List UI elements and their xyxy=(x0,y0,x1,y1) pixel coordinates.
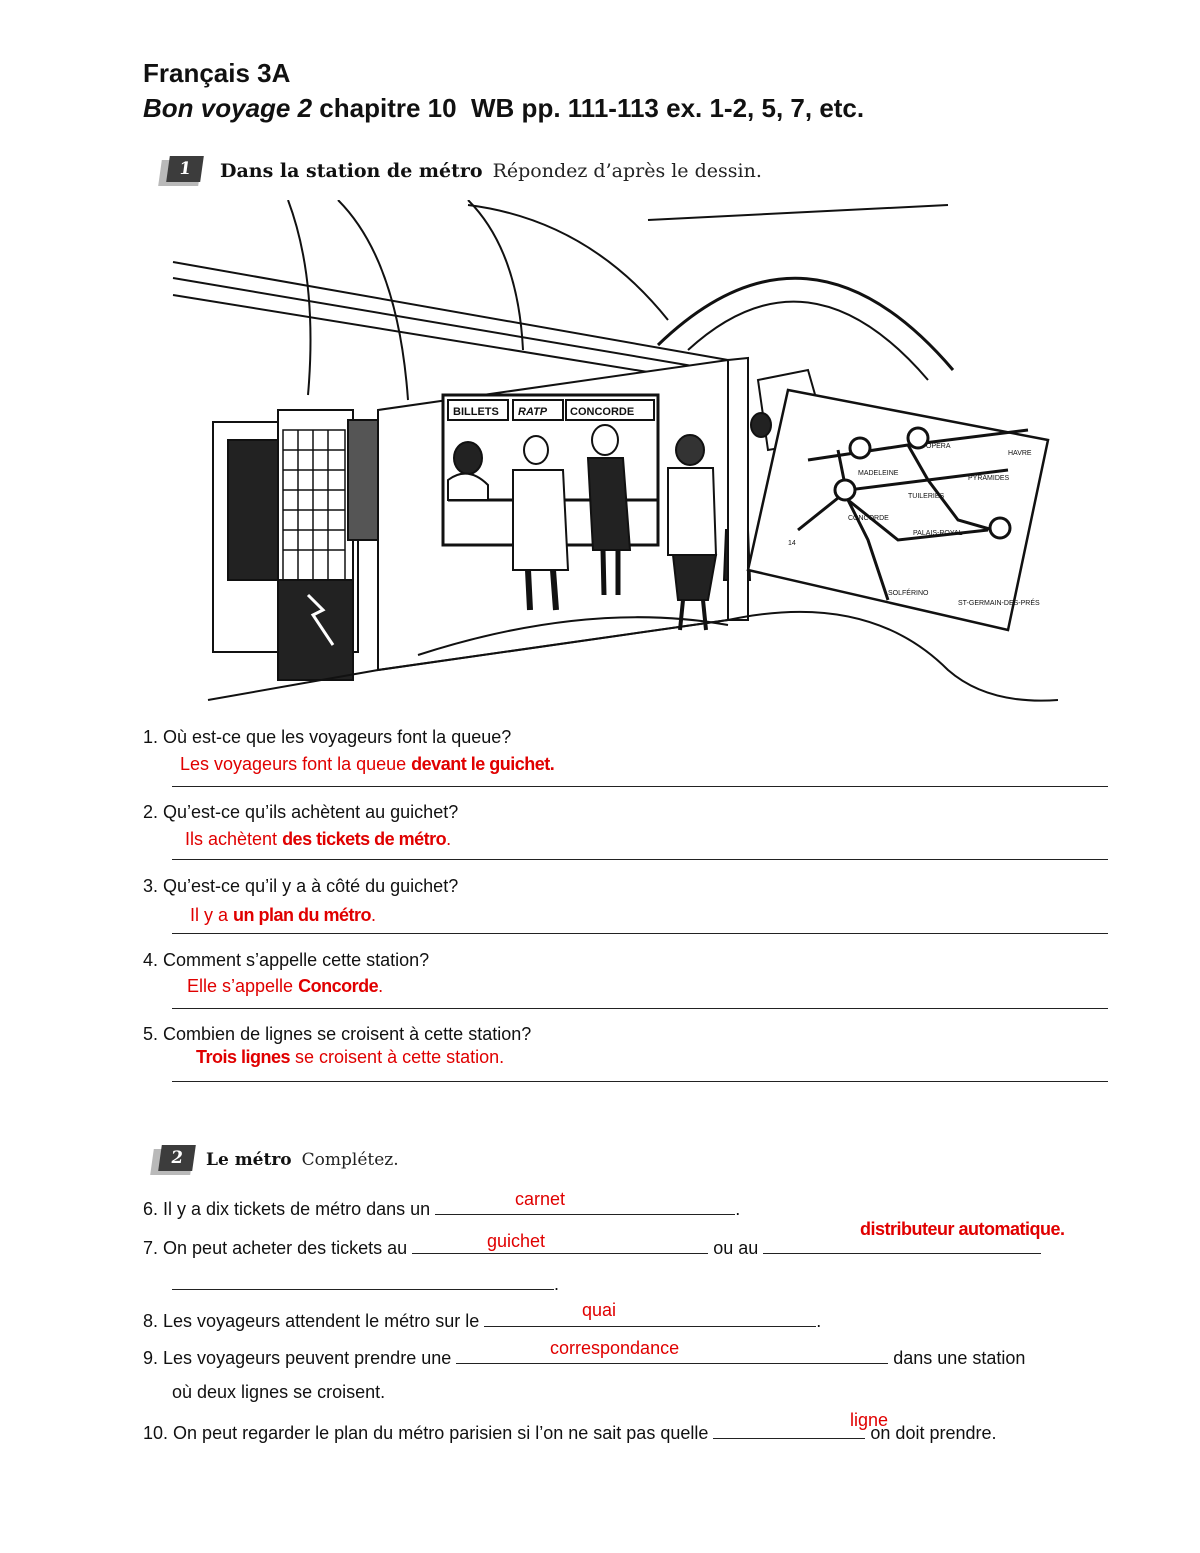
map-label: PALAIS-ROYAL xyxy=(913,530,963,537)
blank-6[interactable] xyxy=(435,1196,735,1215)
sign-concorde: CONCORDE xyxy=(570,406,635,418)
answer-line xyxy=(172,1081,1108,1082)
map-label: MADELEINE xyxy=(858,470,899,477)
answer-3: Il y a un plan du métro. xyxy=(190,905,377,925)
answer-line xyxy=(172,1008,1108,1009)
map-label: TUILERIES xyxy=(908,493,945,500)
fill-7b: distributeur automatique. xyxy=(860,1219,1065,1239)
fill-6: carnet xyxy=(515,1189,566,1209)
blank-7a[interactable] xyxy=(412,1235,708,1254)
map-label: PYRAMIDES xyxy=(968,475,1010,482)
exercise-1-title: Dans la station de métro xyxy=(220,160,483,182)
map-label: CONCORDE xyxy=(848,515,889,522)
item-9: 9. Les voyageurs peuvent prendre une dans une station xyxy=(143,1345,1025,1369)
question-5: 5. Combien de lignes se croisent à cette station? xyxy=(143,1024,532,1044)
answer-4: Elle s’appelle Concorde. xyxy=(187,976,384,996)
question-1: 1. Où est-ce que les voyageurs font la queue? xyxy=(143,727,512,747)
assignment-details: chapitre 10 WB pp. 111-113 ex. 1-2, 5, 7, etc. xyxy=(312,93,865,123)
question-2: 2. Qu’est-ce qu’ils achètent au guichet? xyxy=(143,802,459,822)
exercise-2-heading xyxy=(152,1145,399,1175)
answer-1: Les voyageurs font la queue devant le guichet. xyxy=(180,754,555,774)
exercise-2-title: Le métro xyxy=(206,1150,292,1170)
fill-9: correspondance xyxy=(550,1338,680,1358)
sign-billets: BILLETS xyxy=(453,406,499,418)
item-6: 6. Il y a dix tickets de métro dans un . xyxy=(143,1196,740,1220)
exercise-1-heading xyxy=(160,156,762,186)
assignment-title xyxy=(143,93,864,124)
book-title: Bon voyage 2 xyxy=(143,93,313,123)
item-7: 7. On peut acheter des tickets au ou au xyxy=(143,1235,1041,1259)
sign-ratp: RATP xyxy=(518,406,548,418)
metro-station-illustration xyxy=(168,200,1058,705)
map-label: OPÉRA xyxy=(926,443,951,450)
exercise-1-instruction: Répondez d’après le dessin. xyxy=(492,160,762,182)
fill-10: ligne xyxy=(850,1410,889,1430)
blank-8[interactable] xyxy=(484,1308,816,1327)
answer-line xyxy=(172,786,1108,787)
map-label: SOLFÉRINO xyxy=(888,590,929,597)
item-7-continuation: . xyxy=(172,1271,559,1295)
exercise-1-badge: 1 xyxy=(160,156,206,186)
item-9-line2: où deux lignes se croisent. xyxy=(172,1382,386,1402)
map-label: 14 xyxy=(788,540,796,547)
course-title: Français 3A xyxy=(143,58,291,88)
answer-line xyxy=(172,933,1108,934)
blank-7c[interactable] xyxy=(172,1271,554,1290)
blank-10[interactable] xyxy=(713,1420,865,1439)
answer-2: Ils achètent des tickets de métro. xyxy=(185,829,452,849)
fill-8: quai xyxy=(582,1300,617,1320)
map-label: HAVRE xyxy=(1008,450,1032,457)
map-label: ST-GERMAIN-DES-PRÉS xyxy=(958,600,1040,607)
answer-line xyxy=(172,859,1108,860)
question-3: 3. Qu’est-ce qu’il y a à côté du guichet? xyxy=(143,876,459,896)
item-8: 8. Les voyageurs attendent le métro sur le . xyxy=(143,1308,821,1332)
question-4: 4. Comment s’appelle cette station? xyxy=(143,950,430,970)
exercise-2-instruction: Complétez. xyxy=(301,1150,399,1170)
fill-7a: guichet xyxy=(487,1231,546,1251)
item-10: 10. On peut regarder le plan du métro parisien si l’on ne sait pas quelle on doit prendre. xyxy=(143,1420,997,1444)
exercise-2-badge: 2 xyxy=(152,1145,198,1175)
answer-5: Trois lignes se croisent à cette station. xyxy=(196,1047,505,1067)
